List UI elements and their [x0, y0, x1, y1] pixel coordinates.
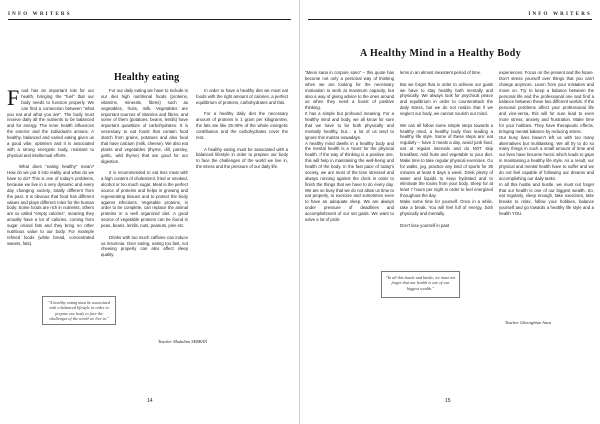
paragraph: It has a simple but profound meaning. For a healthy mind and body, we all know for sure that we have to be both physically and mentally healthy, but… a lot of us tend to ignore this mantra nowadays.	[305, 111, 394, 140]
pull-quote-right: "In all this hustle and bustle, we must not forget that our health is one of our biggest wealth."	[381, 271, 460, 298]
article-title-healthy-mind: A Healthy Mind in a Healthy Body	[360, 48, 522, 59]
right-column-3	[499, 70, 594, 318]
article-title-healthy-eating: Healthy eating	[114, 72, 180, 83]
paragraph: For a healthy daily diet the necessary amount of proteins is 1 gram per kilogramme, the fats are like 25-30% of the whole energetic contribution and the carbohydrates cover the rest.	[196, 111, 288, 140]
left-column-2	[101, 88, 188, 390]
left-column-1	[7, 88, 94, 390]
paragraph: It is recommended to eat less meat with a high content of cholesterol, fried or smoked, alcohol or too much sugar. Meat is the perfect source of proteins and helps in growing and regenerating tissues and to protect the body against infections. Vegetable proteins, in order to be complete, can replace the animal proteins in a well organized diet. A good source of vegetable proteins can be found in peas, beans, lentils, nuts, peanuts, pine etc.	[101, 170, 188, 229]
paragraph: A healthy eating must be associated with a balanced lifestyle in order to prepare our body to face the challenges of the world we live in, the stress and the pressure of our daily life.	[196, 146, 288, 170]
paragraph: But we forget that in order to achieve our goals we have to stay healthy both mentally and physically. We always look for psychical peace and equilibrium in order to counterattack the daily stress, but we do not realize that if we neglect our body, we cannot nourish our mind.	[400, 81, 493, 117]
paragraph: Make some time for yourself. Once in a while, take a break. You will feel full of energy, both physically and mentally.	[400, 199, 493, 216]
right-column-2	[400, 70, 493, 400]
paragraph: We can all follow some simple steps towards a healthy mind, a healthy body thus leading a healthy life style. Some of these steps are: eat regularly – have 3 meals a day, avoid junk food, eat at regular intervals and do NOT skip breakfast. Add fruits and vegetable to your diet. Make time to take regular physical exercises. Go for walks, jog, practice any kind of sports for 30 minutes at least 5 days a week. Drink plenty of water and liquids to keep hydrated and to eliminate the toxins from your body. Sleep for at least 7 hours per night in order to feel energized throughout the day.	[400, 122, 493, 199]
dropcap-letter: F	[7, 88, 20, 110]
header-rule-right	[308, 19, 592, 20]
page-number-right: 15	[445, 398, 451, 404]
paragraph: "Mens sana in corpore sano" – this quote has become not only a personal way of thinking when we are looking for the necessary motivation to work at maximum capacity, but also a way of giving advice to the ones around us when they need a boost of positive thinking.	[305, 70, 394, 111]
paragraph: experiences. Focus on the present and the future. Don't stress yourself over things that you can't change anymore. Learn from your mistakes and move on. Try to keep a balance between the personal life and the professional one and find a balance between these two different worlds. If the personal problems affect your professional life and vice-versa, this will for sure lead to even more stress, anxiety and frustration. Make time for your hobbies. They have therapeutic effects, bringing mental balance by reducing stress.	[499, 70, 594, 134]
paragraph: A healthy mind dwells in a healthy body and the mental health is a 'must' for the physical health. If the way of thinking is a positive one, this will help in maintaining the well-being and health of the body. In the fast pace of today's society, we are most of the time stressed and always running against the clock in order to finish the things that we have to do every day. We are so busy that we do not allow us time to eat properly, to exercise and sometimes even to have an adequate sleep. We are always under pressure of deadlines and accomplishment of our set goals. We want to solve a lot of prob-	[305, 140, 394, 222]
paragraph: Don't lose yourself in past	[400, 222, 450, 228]
paragraph: For our daily eating we have to include in our diet high nutritional foods (proteins, vitamins, minerals, fibres) such as vegetables, fruits, milk. Vegetables are important sources of vitamins and fibres, and some of them (potatoes, beans, lentils) have important quantities of carbohydrates. It is necessary to eat foods that contain food starch from grains, potatoes and also food that have calcium (milk, cheese). We also eat plants and vegetables (thyme, dill, parsley, garlic, wild thyme) that are good for our digestion.	[101, 88, 188, 164]
header-label-left: INFO WRITERS	[8, 12, 72, 17]
paragraph: What does "eating healthy" mean? How do we put it into reality and what do we have to do? This is one of today's problems, because we live in a very dynamic and every day changing society, totally different from the past. It is obvious that food has different values and plays different roles for the human body. Some foods are rich in nutrients, others are so called "empty calories", meaning they actually have a lot of calories, coming from sugar or/and fats and they bring no other nutritious value to our body. For example refined foods (white bread, concentrated sweets, fats).	[7, 164, 94, 246]
right-page	[300, 0, 600, 424]
paragraph: ood has an important role for our health, bringing the "fuel" that our body needs to function properly. We can find a connection between "what you eat and what you are". The body must receive daily all the nutrients to be balanced and for energy. The inner health influences the exterior and the individual's actions. A healthy, balanced and varied eating gives us a good vibe, optimism and it is associated with a strong energetic body, resistant to physical and intellectual efforts.	[7, 88, 94, 158]
page-number-left: 14	[147, 398, 153, 404]
right-column-1	[305, 70, 394, 400]
byline-right: Teacher Gheorghiun Anca	[505, 320, 552, 325]
header-rule-left	[8, 19, 291, 20]
paragraph: lems in an almost inexistent period of time.	[400, 70, 482, 75]
paragraph: Drinks with too much caffeine can induce us insomnia. Over eating, eating too fast, not chewing properly can also affect sleep quality.	[101, 234, 188, 258]
paragraph: Our busy lives haven't left us with too many alternatives but multitasking. We all try to do so many things in such a small amount of time and our lives have become hectic which leads to gaps in maintaining a healthy life style. As a result, our physical and mental health have to suffer and we do not feel capable of following our dreams and accomplishing our daily tasks.	[499, 134, 594, 181]
header-label-right: INFO WRITERS	[528, 12, 592, 17]
left-column-3	[196, 88, 288, 390]
pull-quote-left: "A healthy eating must be associated with a balanced lifestyle in order to prepare our body to face the challenges of the world we live in."	[42, 296, 116, 325]
paragraph: In all this hustle and bustle, we must not forget that our health is one of our biggest wealth. So, eat regularly, sleep enough, take exercises, take breaks to relax, follow your hobbies, balance yourself and go towards a healthy life style and a health YOU.	[499, 181, 594, 216]
byline-left: Teacher Madalina SERBAN	[158, 339, 208, 344]
paragraph: In order to have a healthy diet we must eat foods with the right amount of calories, a perfect equilibrium of proteins, carbohydrates and fats.	[196, 88, 288, 105]
